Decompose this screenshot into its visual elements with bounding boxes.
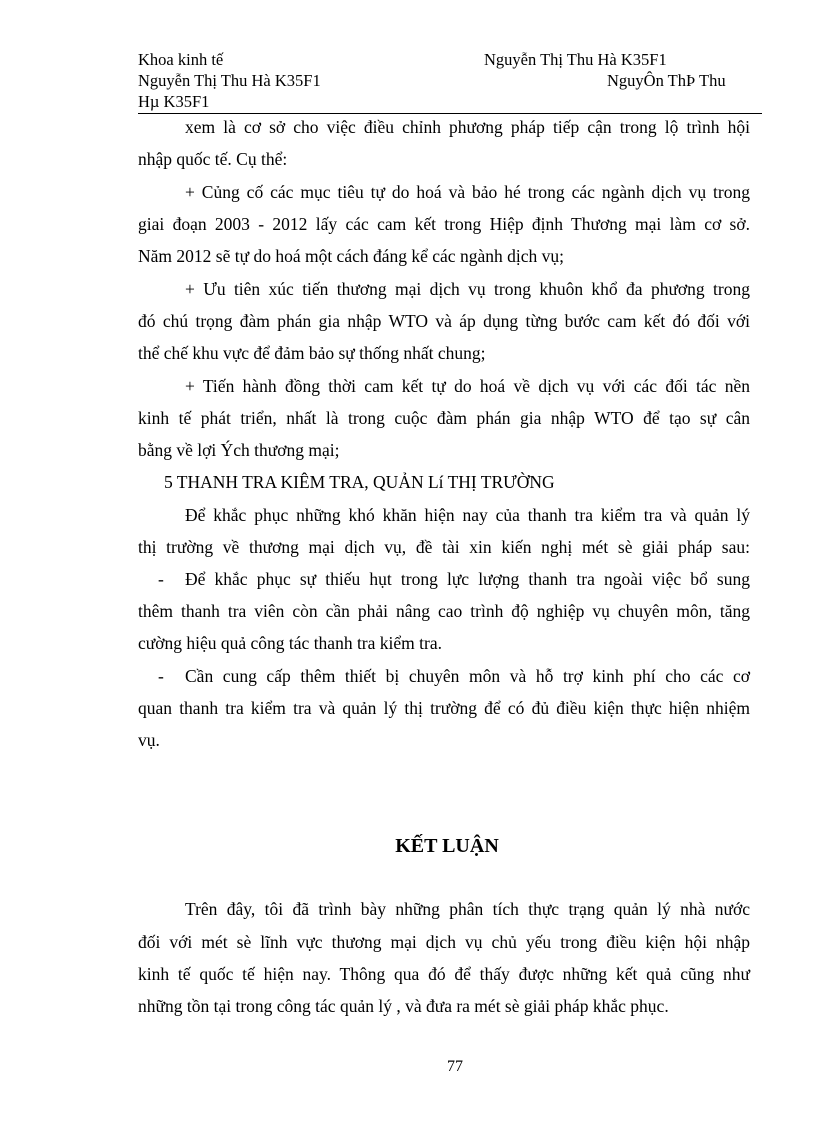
conclusion-line: kinh tế quốc tế hiện nay. Thông qua đó để thấy được những kết quả cũng như xyxy=(138,964,750,984)
header-faculty: Khoa kinh tế xyxy=(138,50,224,69)
header-author-right: Nguyễn Thị Thu Hà K35F1 xyxy=(484,50,667,69)
bullet-dash: - xyxy=(158,666,164,686)
header-author-garbled: NguyÔn ThÞ Thu xyxy=(607,71,726,90)
body-line: kinh tế phát triển, nhất là trong cuộc đàm phán gia nhập WTO để tạo sự cân xyxy=(138,408,750,428)
body-line: + Ưu tiên xúc tiến thương mại dịch vụ trong khuôn khổ đa phương trong xyxy=(185,279,750,299)
header-rule xyxy=(138,113,762,114)
conclusion-line: đối với mét sè lĩnh vực thương mại dịch vụ chủ yếu trong điều kiện hội nhập xyxy=(138,932,750,952)
body-line: vụ. xyxy=(138,730,160,750)
page-number: 77 xyxy=(447,1058,463,1075)
body-line: + Củng cố các mục tiêu tự do hoá và bảo hé trong các ngành dịch vụ trong xyxy=(185,182,750,202)
body-line: Năm 2012 sẽ tự do hoá một cách đáng kể các ngành dịch vụ; xyxy=(138,246,564,266)
body-line: cường hiệu quả công tác thanh tra kiểm tra. xyxy=(138,633,442,653)
body-line: bằng về lợi Ých thương mại; xyxy=(138,440,340,460)
body-line: Để khắc phục sự thiếu hụt trong lực lượng thanh tra ngoài việc bổ sung xyxy=(185,569,750,589)
section-heading: 5 THANH TRA KIÊM TRA, QUẢN Lí THỊ TRƯỜNG xyxy=(164,472,555,492)
body-line: quan thanh tra kiểm tra và quản lý thị trường để có đủ điều kiện thực hiện nhiệm xyxy=(138,698,750,718)
body-line: Cần cung cấp thêm thiết bị chuyên môn và hỗ trợ kinh phí cho các cơ xyxy=(185,666,750,686)
body-line: xem là cơ sở cho việc điều chỉnh phương pháp tiếp cận trong lộ trình hội xyxy=(185,117,750,137)
body-line: + Tiến hành đồng thời cam kết tự do hoá về dịch vụ với các đối tác nền xyxy=(185,376,750,396)
header-author-garbled-cont: Hµ K35F1 xyxy=(138,92,210,111)
header-author-left: Nguyễn Thị Thu Hà K35F1 xyxy=(138,71,321,90)
body-line: nhập quốc tế. Cụ thể: xyxy=(138,149,288,169)
body-line: thị trường về thương mại dịch vụ, đề tài xin kiến nghị mét sè giải pháp sau: xyxy=(138,537,750,557)
conclusion-heading: KẾT LUẬN xyxy=(395,835,499,857)
body-line: Để khắc phục những khó khăn hiện nay của thanh tra kiểm tra và quản lý xyxy=(185,505,750,525)
conclusion-line: những tồn tại trong công tác quản lý , và đưa ra mét sè giải pháp khắc phục. xyxy=(138,996,669,1016)
body-line: giai đoạn 2003 - 2012 lấy các cam kết trong Hiệp định Thương mại làm cơ sở. xyxy=(138,214,750,234)
conclusion-line: Trên đây, tôi đã trình bày những phân tích thực trạng quản lý nhà nước xyxy=(185,899,750,919)
bullet-dash: - xyxy=(158,569,164,589)
body-line: thể chế khu vực để đảm bảo sự thống nhất chung; xyxy=(138,343,486,363)
body-line: thêm thanh tra viên còn cần phải nâng cao trình độ nghiệp vụ chuyên môn, tăng xyxy=(138,601,750,621)
body-line: đó chú trọng đàm phán gia nhập WTO và áp dụng từng bước cam kết đó đối với xyxy=(138,311,750,331)
